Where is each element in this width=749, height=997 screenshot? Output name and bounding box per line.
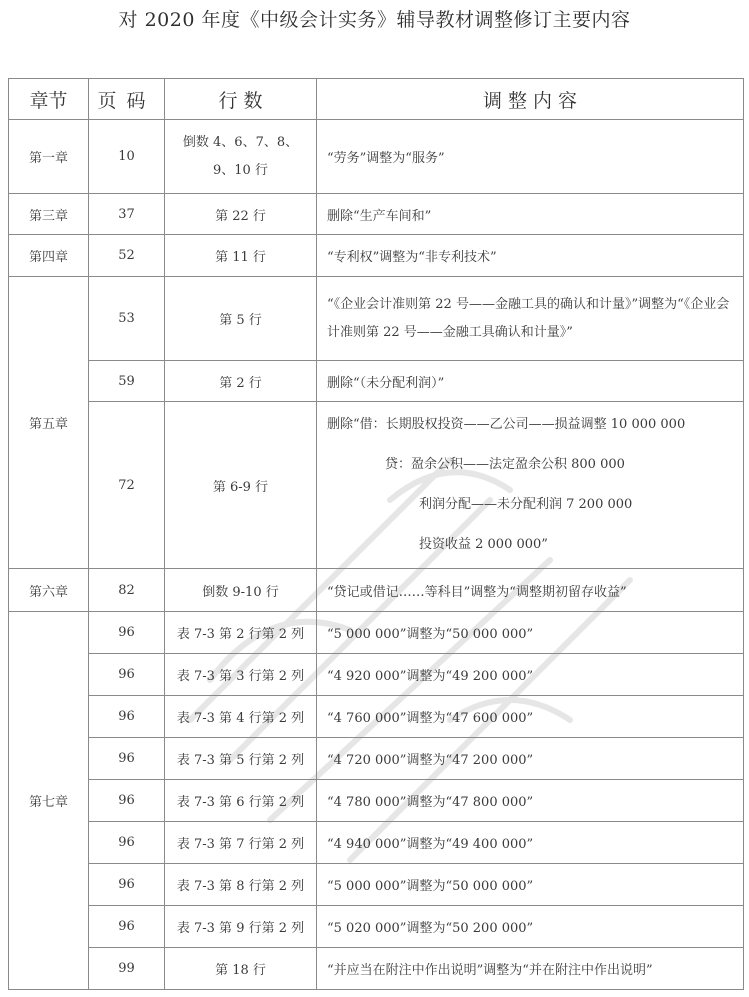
cell-content: “4 940 000”调整为“49 400 000” [317, 822, 744, 864]
entry-line: 删除“借：长期股权投资——乙公司——损益调整 10 000 000 [327, 417, 686, 432]
cell-content: “5 000 000”调整为“50 000 000” [317, 864, 744, 906]
cell-page: 10 [89, 120, 165, 194]
cell-line: 表 7-3 第 3 行第 2 列 [165, 654, 317, 696]
cell-page: 37 [89, 194, 165, 235]
table-row [9, 948, 744, 990]
cell-content: “4 920 000”调整为“49 200 000” [317, 654, 744, 696]
cell-content: “5 000 000”调整为“50 000 000” [317, 612, 744, 654]
cell-line: 表 7-3 第 7 行第 2 列 [165, 822, 317, 864]
cell-page: 52 [89, 235, 165, 277]
cell-line: 倒数 9-10 行 [165, 569, 317, 612]
entry-line: 利润分配——未分配利润 7 200 000 [419, 497, 633, 512]
cell-line: 表 7-3 第 9 行第 2 列 [165, 906, 317, 948]
cell-page: 82 [89, 569, 165, 612]
entry-line: 贷：盈余公积——法定盈余公积 800 000 [385, 457, 625, 472]
cell-content [317, 402, 744, 569]
document-title: 对 2020 年度《中级会计实务》辅导教材调整修订主要内容 [118, 9, 631, 31]
table-row [9, 780, 744, 822]
cell-chapter: 第五章 [9, 277, 89, 569]
cell-content: “专利权”调整为“非专利技术” [317, 235, 744, 277]
cell-line: 第 2 行 [165, 361, 317, 402]
cell-line: 第 22 行 [165, 194, 317, 235]
table-row [9, 361, 744, 402]
table-row [9, 696, 744, 738]
table-row [9, 906, 744, 948]
table-row [9, 277, 744, 361]
table-row [9, 194, 744, 235]
cell-content: “4 780 000”调整为“47 800 000” [317, 780, 744, 822]
cell-content: “《企业会计准则第 22 号——金融工具的确认和计量》”调整为“《企业会计准则第 22 号——金融工具确认和计量》” [317, 277, 744, 361]
table-row [9, 235, 744, 277]
table-row [9, 402, 744, 569]
cell-page: 96 [89, 696, 165, 738]
table-row [9, 822, 744, 864]
table-row [9, 569, 744, 612]
cell-page: 96 [89, 612, 165, 654]
cell-page: 72 [89, 402, 165, 569]
cell-page: 96 [89, 864, 165, 906]
cell-chapter: 第四章 [9, 235, 89, 277]
cell-line: 第 18 行 [165, 948, 317, 990]
cell-chapter: 第六章 [9, 569, 89, 612]
cell-line: 第 6-9 行 [165, 402, 317, 569]
table-row [9, 612, 744, 654]
cell-content: 删除“（未分配利润）” [317, 361, 744, 402]
cell-page: 99 [89, 948, 165, 990]
table-row [9, 654, 744, 696]
cell-chapter: 第三章 [9, 194, 89, 235]
cell-page: 96 [89, 654, 165, 696]
table-row [9, 864, 744, 906]
cell-content: “劳务”调整为“服务” [317, 120, 744, 194]
header-content: 调 整 内 容 [317, 79, 744, 120]
cell-line: 表 7-3 第 6 行第 2 列 [165, 780, 317, 822]
cell-chapter: 第一章 [9, 120, 89, 194]
cell-page: 59 [89, 361, 165, 402]
cell-line: 表 7-3 第 5 行第 2 列 [165, 738, 317, 780]
cell-line: 表 7-3 第 2 行第 2 列 [165, 612, 317, 654]
cell-page: 96 [89, 780, 165, 822]
entry-line: 投资收益 2 000 000” [419, 537, 548, 552]
cell-content: “4 720 000”调整为“47 200 000” [317, 738, 744, 780]
cell-content: “5 020 000”调整为“50 200 000” [317, 906, 744, 948]
table-row [9, 120, 744, 194]
cell-line: 表 7-3 第 4 行第 2 列 [165, 696, 317, 738]
revision-table [8, 78, 744, 990]
cell-page: 53 [89, 277, 165, 361]
header-line: 行 数 [165, 79, 317, 120]
header-chapter: 章节 [9, 79, 89, 120]
cell-page: 96 [89, 906, 165, 948]
cell-chapter: 第七章 [9, 612, 89, 990]
cell-line: 第 11 行 [165, 235, 317, 277]
cell-content: “贷记或借记……等科目”调整为“调整期初留存收益” [317, 569, 744, 612]
cell-line: 表 7-3 第 8 行第 2 列 [165, 864, 317, 906]
cell-content: “并应当在附注中作出说明”调整为“并在附注中作出说明” [317, 948, 744, 990]
cell-line: 第 5 行 [165, 277, 317, 361]
cell-content: 删除“生产车间和” [317, 194, 744, 235]
cell-line: 倒数 4、6、7、8、9、10 行 [165, 120, 317, 194]
cell-page: 96 [89, 738, 165, 780]
table-row [9, 738, 744, 780]
cell-content: “4 760 000”调整为“47 600 000” [317, 696, 744, 738]
table-header-row [9, 79, 744, 120]
cell-page: 96 [89, 822, 165, 864]
header-page: 页码 [89, 79, 165, 120]
